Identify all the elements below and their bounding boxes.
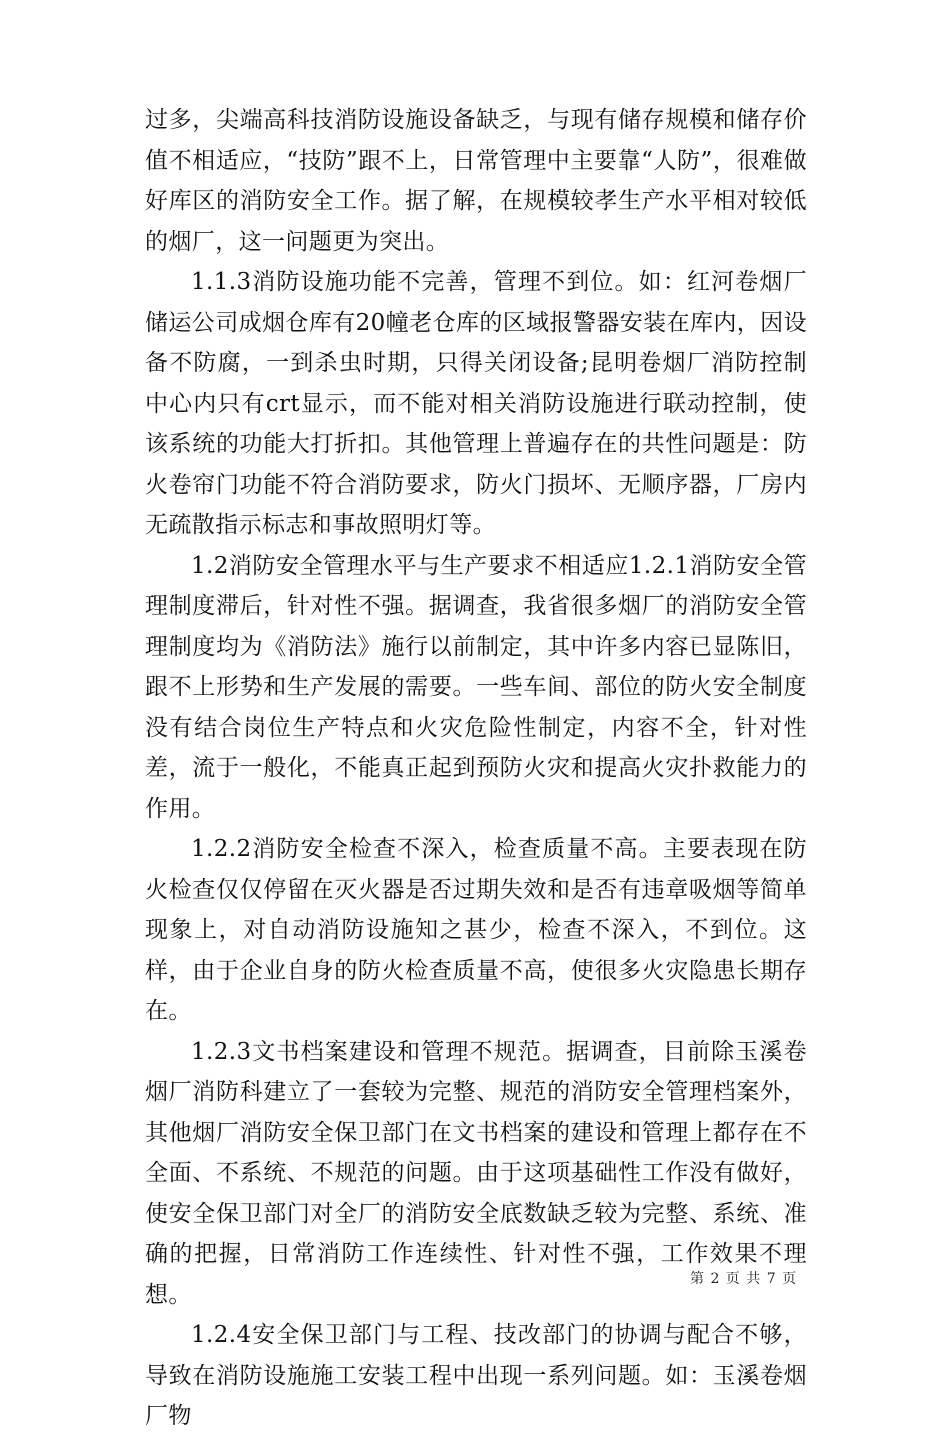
- page-number: 第 2 页 共 7 页: [690, 1271, 798, 1287]
- paragraph-1: 过多，尖端高科技消防设施设备缺乏，与现有储存规模和储存价值不相适应，“技防”跟不上，日常管理中主要靠“人防”，很难做好库区的消防安全工作。据了解，在规模较孝生产水平相对较低的烟厂，这一问题更为突出。: [145, 107, 807, 255]
- paragraph-2: 1.1.3消防设施功能不完善，管理不到位。如：红河卷烟厂储运公司成烟仓库有20幢老仓库的区域报警器安装在库内，因设备不防腐，一到杀虫时期，只得关闭设备;昆明卷烟厂消防控制中心内只有crt显示，而不能对相关消防设施进行联动控制，使该系统的功能大打折扣。其他管理上普遍存在的共性问题是：防火卷帘门功能不符合消防要求，防火门损坏、无顺序器，厂房内无疏散指示标志和事故照明灯等。: [145, 269, 807, 538]
- paragraph-4: 1.2.2消防安全检查不深入，检查质量不高。主要表现在防火检查仅仅停留在灭火器是否过期失效和是否有违章吸烟等简单现象上，对自动消防设施知之甚少，检查不深入，不到位。这样，由于企业自身的防火检查质量不高，使很多火灾隐患长期存在。: [145, 836, 807, 1024]
- document-body: [145, 100, 807, 1437]
- paragraph-5: 1.2.3文书档案建设和管理不规范。据调查，目前除玉溪卷烟厂消防科建立了一套较为完整、规范的消防安全管理档案外，其他烟厂消防安全保卫部门在文书档案的建设和管理上都存在不全面、不系统、不规范的问题。由于这项基础性工作没有做好，使安全保卫部门对全厂的消防安全底数缺乏较为完整、系统、准确的把握，日常消防工作连续性、针对性不强，工作效果不理想。: [145, 1038, 807, 1308]
- paragraph-3: 1.2消防安全管理水平与生产要求不相适应1.2.1消防安全管理制度滞后，针对性不强。据调查，我省很多烟厂的消防安全管理制度均为《消防法》施行以前制定，其中许多内容已显陈旧，跟不上形势和生产发展的需要。一些车间、部位的防火安全制度没有结合岗位生产特点和火灾危险性制定，内容不全，针对性差，流于一般化，不能真正起到预防火灾和提高火灾扑救能力的作用。: [145, 552, 807, 822]
- paragraph-6: 1.2.4安全保卫部门与工程、技改部门的协调与配合不够，导致在消防设施施工安装工程中出现一系列问题。如：玉溪卷烟厂物: [145, 1322, 807, 1429]
